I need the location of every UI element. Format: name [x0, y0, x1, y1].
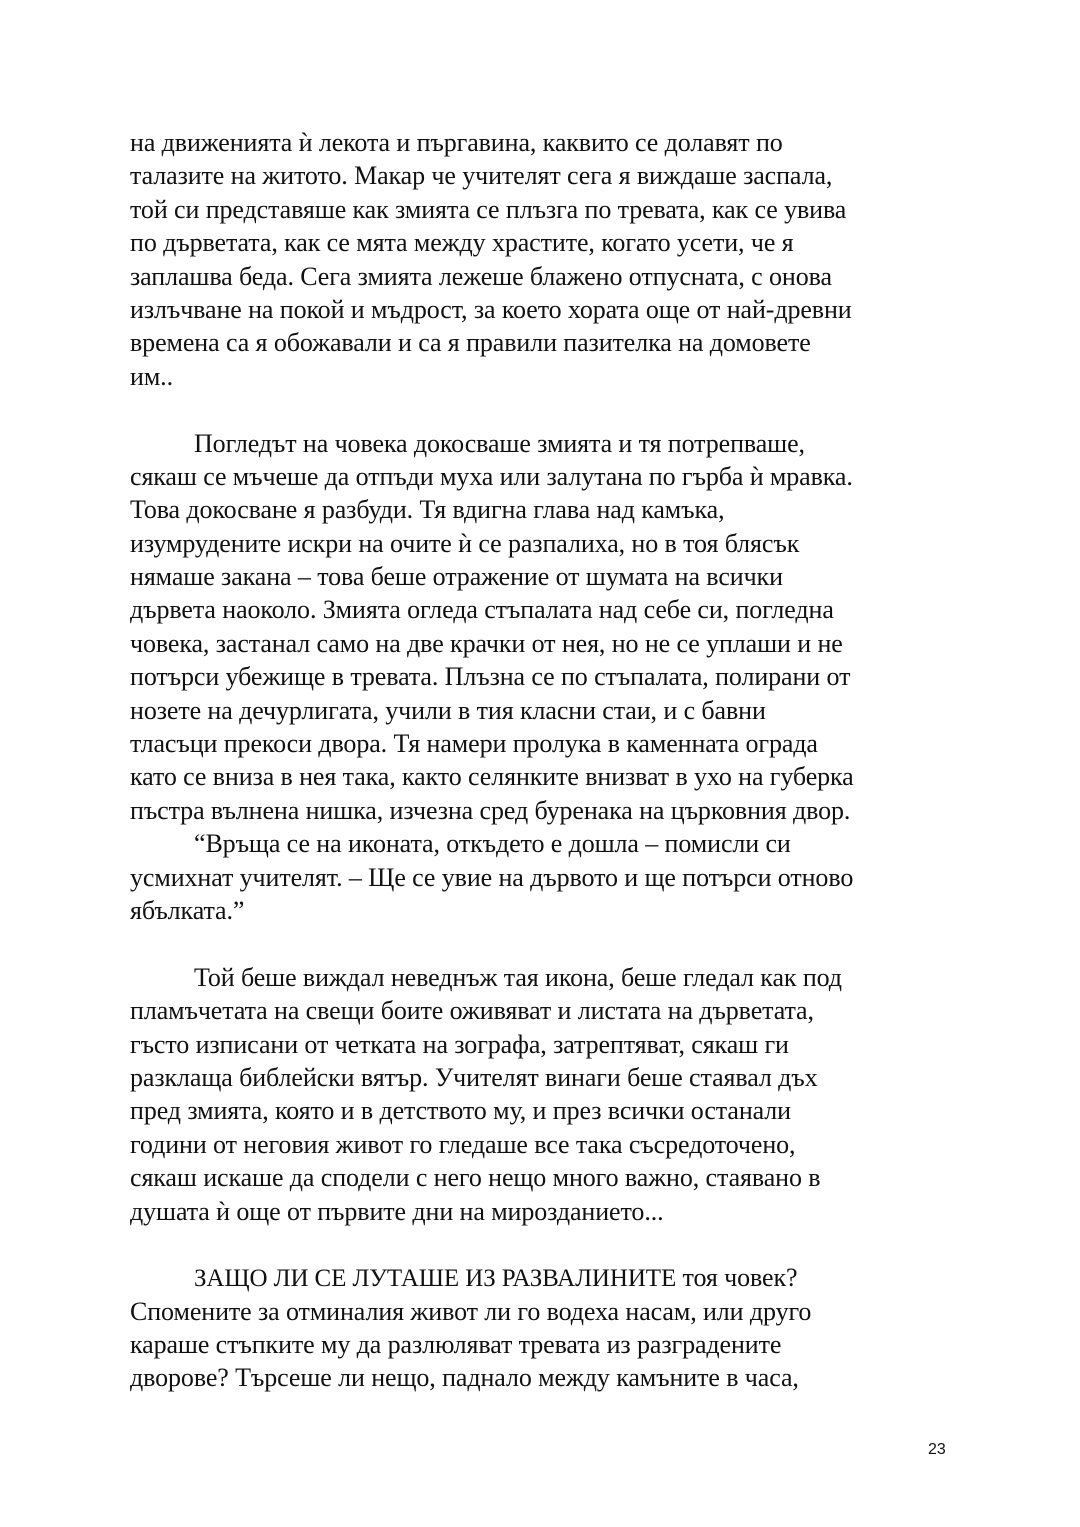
text-line: “Връща се на иконата, откъдето е дошла – помисли си	[194, 829, 791, 859]
paragraph-spacer	[130, 393, 960, 426]
text-line: години от неговия живот го гледаше все така съсредоточено,	[130, 1129, 796, 1159]
text-line: човека, застанал само на две крачки от нея, но не се уплаши и не	[130, 628, 843, 658]
text-line: тласъци прекоси двора. Тя намери пролука в каменната ограда	[130, 729, 818, 759]
text-line: изумрудените искри на очите ѝ се разпалиха, но в тоя блясък	[130, 528, 800, 558]
text-fragment: тоя човек?	[676, 1263, 798, 1293]
paragraph-3	[130, 827, 960, 927]
text-line: ябълката.”	[130, 895, 245, 925]
paragraph-spacer	[130, 1228, 960, 1261]
text-line: разклаща библейски вятър. Учителят винаги беше стаявал дъх	[130, 1062, 818, 1092]
text-line: Погледът на човека докосваше змията и тя потрепваше,	[194, 428, 805, 458]
page-number: 23	[928, 1441, 946, 1458]
text-line	[130, 1261, 960, 1294]
text-line: дървета наоколо. Змията огледа стъпалата над себе си, погледна	[130, 595, 834, 625]
text-line: пламъчетата на свещи боите оживяват и листата на дърветата,	[130, 996, 814, 1026]
text-line: заплашва беда. Сега змията лежеше блажено отпусната, с онова	[130, 261, 832, 291]
text-line: им..	[130, 361, 173, 391]
text-line: на движенията ѝ лекота и пъргавина, каквито се долавят по	[130, 128, 783, 157]
text-line: времена са я обожавали и са я правили пазителка на домовете	[130, 328, 811, 358]
section-lead-caps: ЗАЩО ЛИ СЕ ЛУТАШЕ ИЗ РАЗВАЛИНИТЕ	[194, 1265, 677, 1293]
text-line: душата ѝ още от първите дни на мирозданието...	[130, 1196, 664, 1226]
text-line: караше стъпките му да разлюляват тревата из разградените	[130, 1330, 782, 1360]
text-line: пъстра вълнена нишка, изчезна сред буренака на църковния двор.	[130, 795, 851, 825]
text-line: талазите на житото. Макар че учителят сега я виждаше заспала,	[130, 161, 833, 191]
book-page-text	[130, 126, 960, 1395]
paragraph-1	[130, 126, 960, 393]
paragraph-spacer	[130, 927, 960, 960]
paragraph-2	[130, 427, 960, 828]
text-line: Спомените за отминалия живот ли го водеха насам, или друго	[130, 1296, 812, 1326]
paragraph-5	[130, 1261, 960, 1395]
text-line: излъчване на покой и мъдрост, за което хората още от най-древни	[130, 294, 852, 324]
text-line: по дърветата, как се мята между храстите, когато усети, че я	[130, 228, 794, 258]
text-line: усмихнат учителят. – Ще се увие на дървото и ще потърси отново	[130, 862, 854, 892]
text-line: гъсто изписани от четката на зографа, затрептяват, сякаш ги	[130, 1029, 789, 1059]
text-line: сякаш се мъчеше да отпъди муха или залутана по гърба ѝ мравка.	[130, 461, 853, 491]
text-line: Той беше виждал неведнъж тая икона, беше гледал как под	[194, 962, 842, 992]
text-line: като се вниза в нея така, както селянките внизват в ухо на губерка	[130, 762, 854, 792]
text-line: сякаш искаше да сподели с него нещо много важно, стаявано в	[130, 1163, 821, 1193]
text-line: нямаше закана – това беше отражение от шумата на всички	[130, 562, 783, 592]
paragraph-4	[130, 961, 960, 1228]
text-line: той си представяше как змията се плъзга по тревата, как се увива	[130, 194, 847, 224]
text-line: пред змията, която и в детството му, и през всички останали	[130, 1096, 791, 1126]
text-line: нозете на дечурлигата, учили в тия класни стаи, и с бавни	[130, 695, 766, 725]
text-line: потърси убежище в тревата. Плъзна се по стъпалата, полирани от	[130, 662, 851, 692]
text-line: дворове? Търсеше ли нещо, паднало между камъните в часа,	[130, 1363, 799, 1393]
text-line: Това докосване я разбуди. Тя вдигна глава над камъка,	[130, 495, 725, 525]
